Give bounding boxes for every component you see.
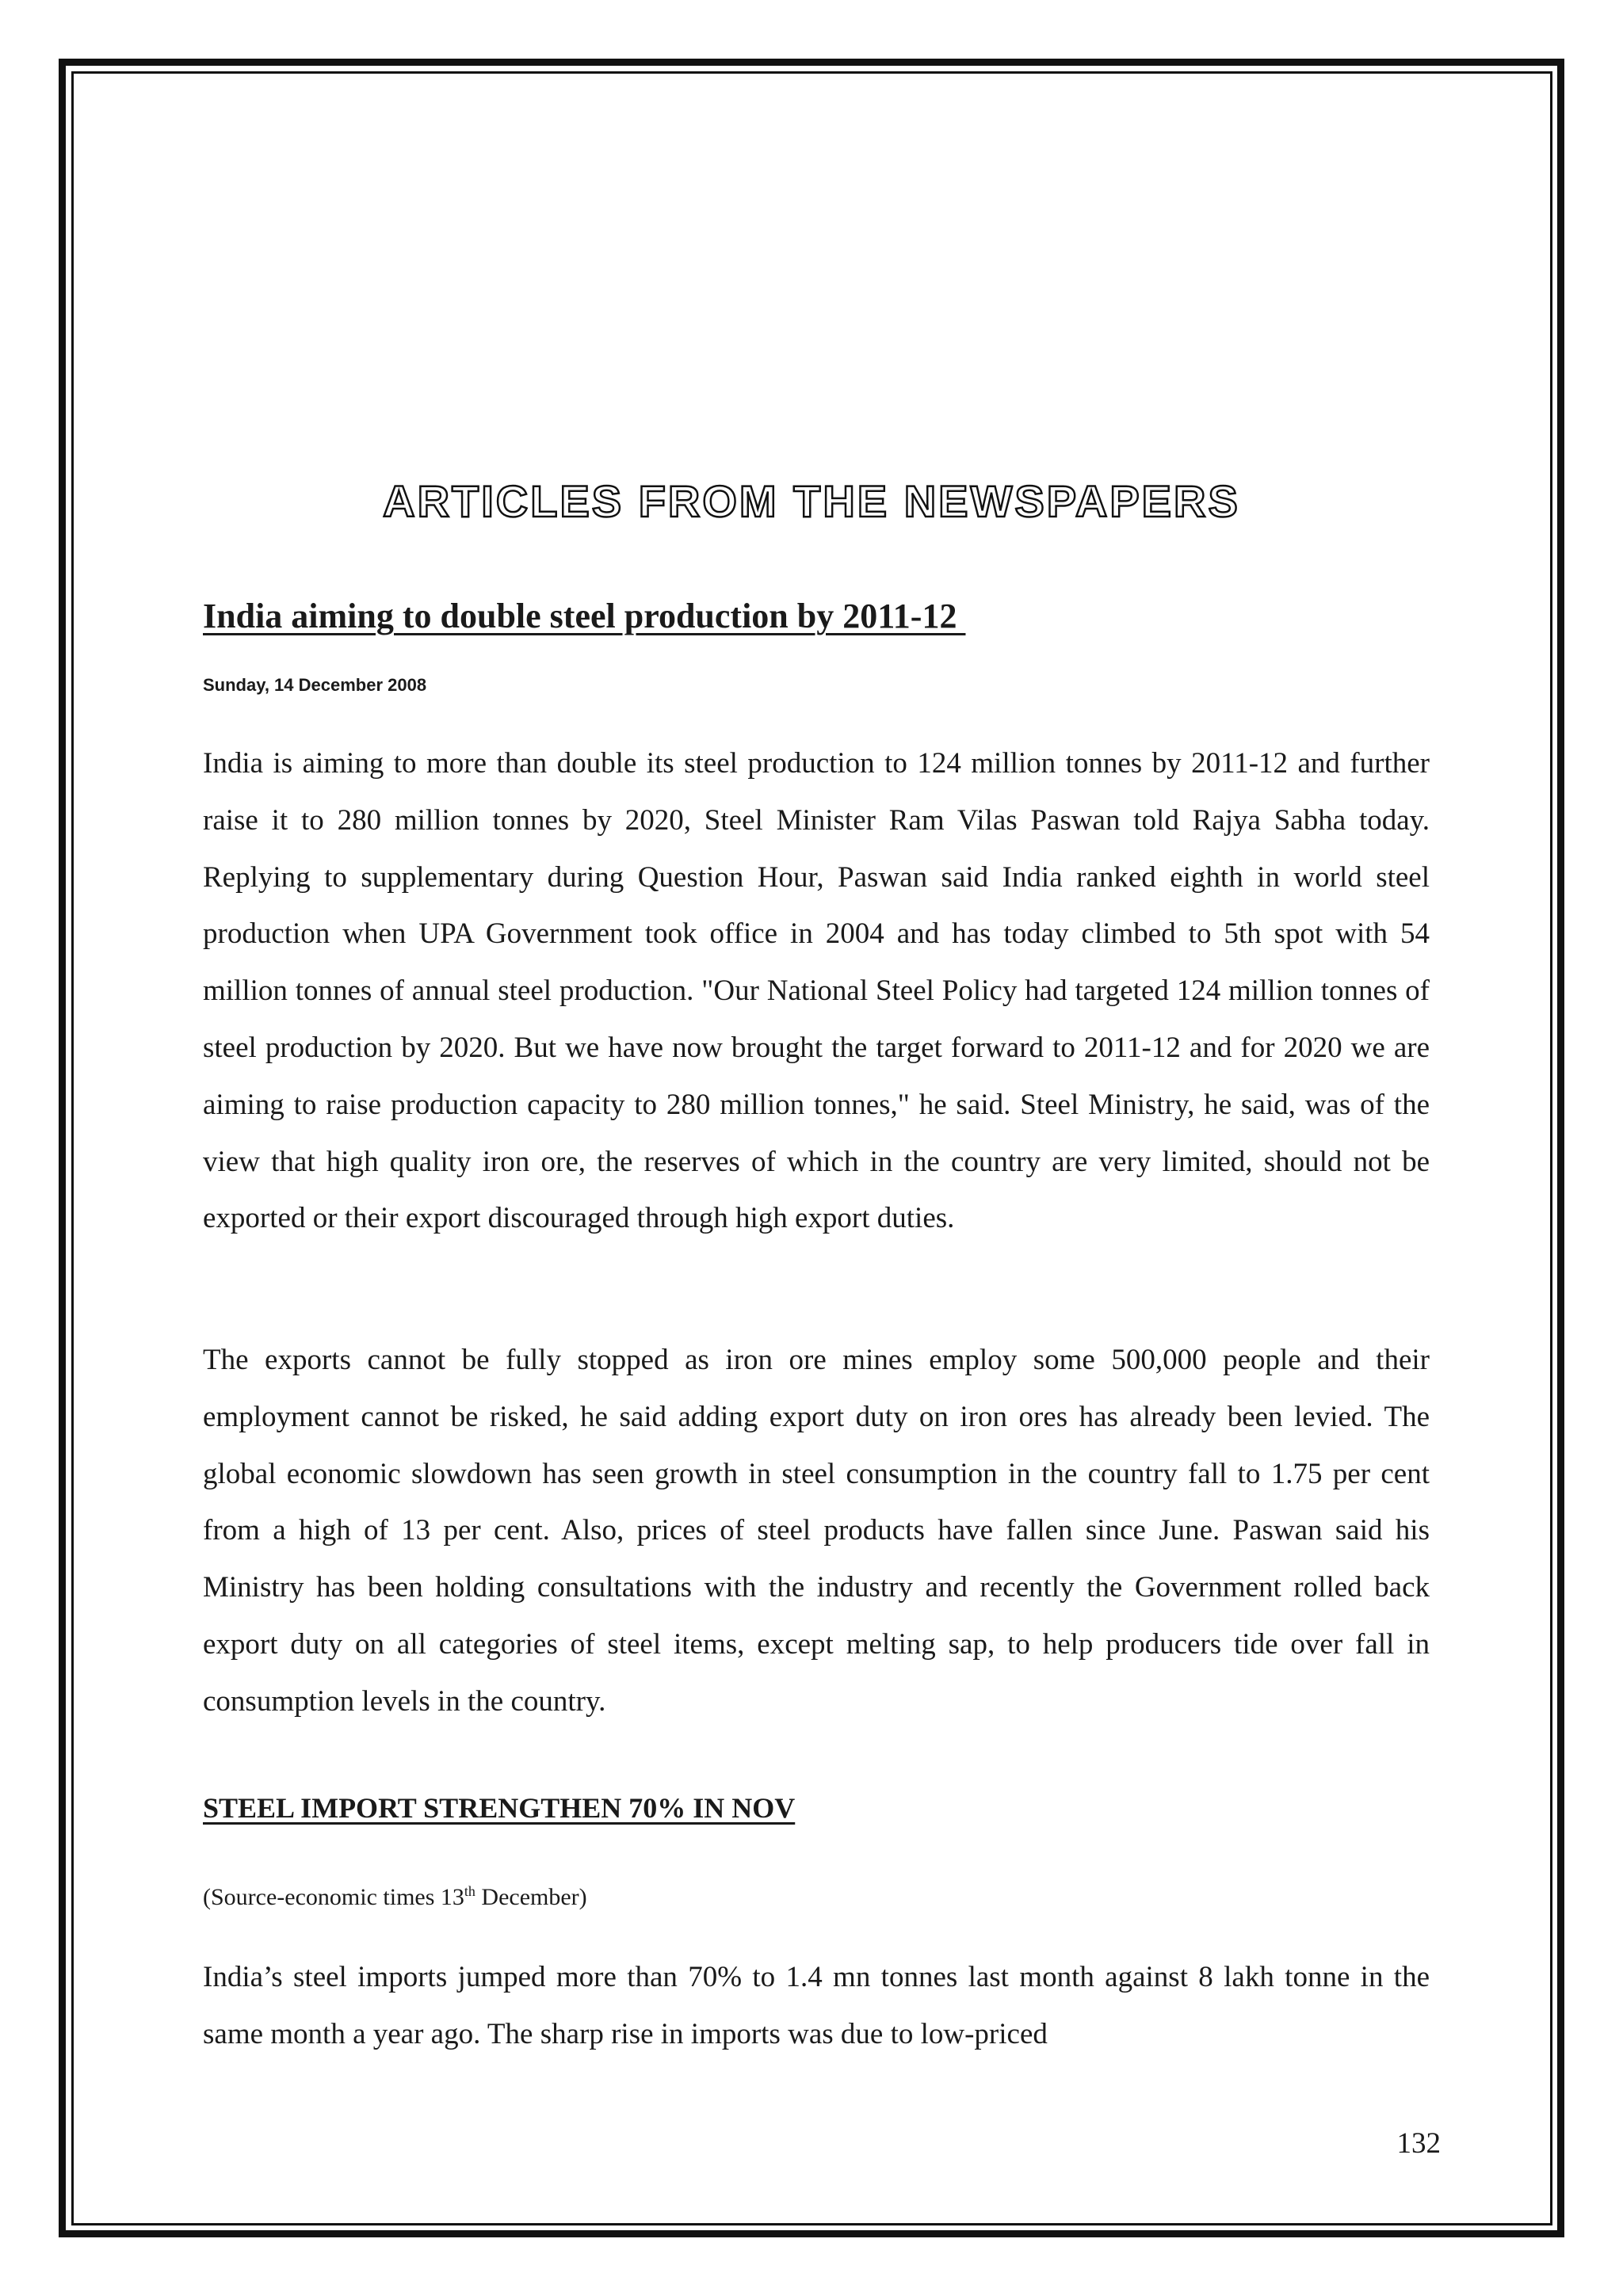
article-date: Sunday, 14 December 2008 <box>203 675 427 695</box>
article-source <box>203 1884 587 1911</box>
page-title: ARTICLES FROM THE NEWSPAPERS <box>383 476 1240 526</box>
article-paragraph: India is aiming to more than double its steel production to 124 million tonnes by 2011-12 and further raise it to 280 million tonnes by 2020, Steel Minister Ram Vilas Paswan told Rajya Sabha today. Replying to supplementary during Question Hour, Paswan said India ranked eighth in world steel production when UPA Government took office in 2004 and has today climbed to 5th spot with 54 million tonnes of annual steel production. "Our National Steel Policy had targeted 124 million tonnes of steel production by 2020. But we have now brought the target forward to 2011-12 and for 2020 we are aiming to raise production capacity to 280 million tonnes," he said. Steel Ministry, he said, was of the view that high quality iron ore, the reserves of which in the country are very limited, should not be exported or their export discouraged through high export duties. <box>203 747 1430 1235</box>
source-suffix: December) <box>475 1884 587 1910</box>
article-paragraph: India’s steel imports jumped more than 70% to 1.4 mn tonnes last month against 8 lakh tonne in the same month a year ago. The sharp rise in imports was due to low-priced <box>203 1961 1430 2050</box>
source-ordinal: th <box>464 1883 475 1899</box>
article-paragraph: The exports cannot be fully stopped as iron ore mines employ some 500,000 people and their employment cannot be risked, he said adding export duty on iron ores has already been levied. The global economic slowdown has seen growth in steel consumption in the country fall to 1.75 per cent from a high of 13 per cent. Also, prices of steel products have fallen since June. Paswan said his Ministry has been holding consultations with the industry and recently the Government rolled back export duty on all categories of steel items, except melting sap, to help producers tide over fall in consumption levels in the country. <box>203 1344 1430 1718</box>
page-number: 132 <box>1396 2127 1441 2160</box>
article-subheadline: STEEL IMPORT STRENGTHEN 70% IN NOV <box>203 1792 796 1824</box>
article-headline: India aiming to double steel production by 2011-12 <box>203 597 966 635</box>
source-prefix: (Source-economic times 13 <box>203 1884 464 1910</box>
